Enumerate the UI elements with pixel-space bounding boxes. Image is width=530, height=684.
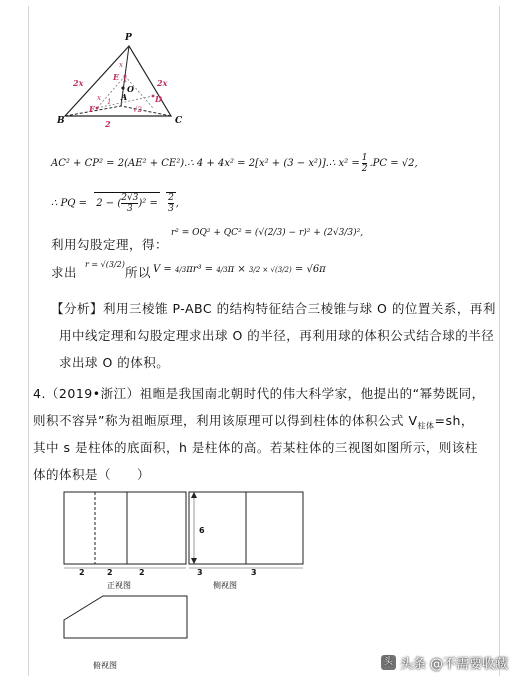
top-view-label: 俯视图 [93, 661, 117, 670]
front-view-label: 正视图 [107, 581, 131, 590]
side-dim-3a: 3 [197, 568, 203, 577]
watermark-text: 头条 @不需要收藏 [399, 657, 508, 672]
analysis-line-3: 求出球 O 的体积。 [59, 355, 170, 370]
analysis-line-2: 用中线定理和勾股定理求出球 O 的半径，再利用球的体积公式结合球的半径 [59, 328, 495, 343]
vertex-e: E [113, 72, 120, 82]
vertex-o: O [127, 84, 134, 94]
math-line-1: AC² + CP² = 2(AE² + CE²).∴ 4 + 4x² = 2[x² + (3 − x²)].∴ x² = $\frac{1}{2}$ .PC = √2, [51, 153, 418, 174]
solve-label: 求出 [51, 265, 78, 280]
edge-label-x-left: x [97, 94, 101, 102]
edge-label-x-top: x [119, 61, 123, 69]
edge-label-bc: 2 [105, 119, 111, 129]
watermark [381, 653, 508, 672]
front-dim-6: 6 [199, 526, 205, 535]
front-dim-2b: 2 [107, 568, 113, 577]
problem4-line-3: 其中 s 是柱体的底面积，h 是柱体的高。若某柱体的三视图如图所示，则该柱 [33, 440, 478, 455]
vertex-c: C [175, 116, 183, 126]
r-value: r = √(3/2) [85, 260, 125, 269]
edge-label-one: 1 [107, 98, 112, 106]
vertex-p: P [125, 33, 132, 43]
problem4-line-2: 则积不容异”称为祖暅原理，利用该原理可以得到柱体的体积公式 $V_{柱体}=sh$， [33, 413, 474, 431]
problem4-line-1: 4.（2019•浙江）祖暅是我国南北朝时代的伟大科学家，他提出的“幂势既同， [33, 386, 485, 401]
vertex-a: A [121, 92, 128, 102]
edge-label-sqrt: √2 [133, 106, 142, 114]
pythagoras-label: 利用勾股定理，得： [51, 237, 169, 252]
volume-formula: V = 4/3πr³ = 4/3π × 3/2 × √(3/2) = √6π [153, 264, 326, 275]
toutiao-logo-icon: 头 [381, 655, 396, 670]
edge-label-pc: 2x [157, 78, 168, 88]
front-dim-2a: 2 [79, 568, 85, 577]
top-view-figure [61, 590, 201, 660]
edge-label-x-mid: x [123, 76, 127, 84]
analysis-line-1: 【分析】利用三棱锥 P-ABC 的结构特征结合三棱锥与球 O 的位置关系，再利 [51, 301, 496, 316]
pythagoras-formula: r² = OQ² + QC² = (√(2/3) − r)² + (2√3/3)², [171, 228, 364, 238]
vertex-d: D [155, 94, 162, 104]
problem4-line-4: 体的体积是（ ） [33, 467, 151, 482]
front-dim-2c: 2 [139, 568, 145, 577]
edge-label-pb: 2x [73, 78, 84, 88]
vertex-f: F [89, 104, 95, 114]
math-line-2: ∴ PQ = 2 − ( $\frac{2√3}{3}$ )² = $\frac{2}{3}$ , [51, 193, 179, 214]
side-view-label: 侧视图 [213, 581, 237, 590]
solve-so: 所以 [125, 265, 152, 280]
side-dim-3b: 3 [251, 568, 257, 577]
document-page [28, 6, 500, 676]
vertex-b: B [57, 116, 65, 126]
